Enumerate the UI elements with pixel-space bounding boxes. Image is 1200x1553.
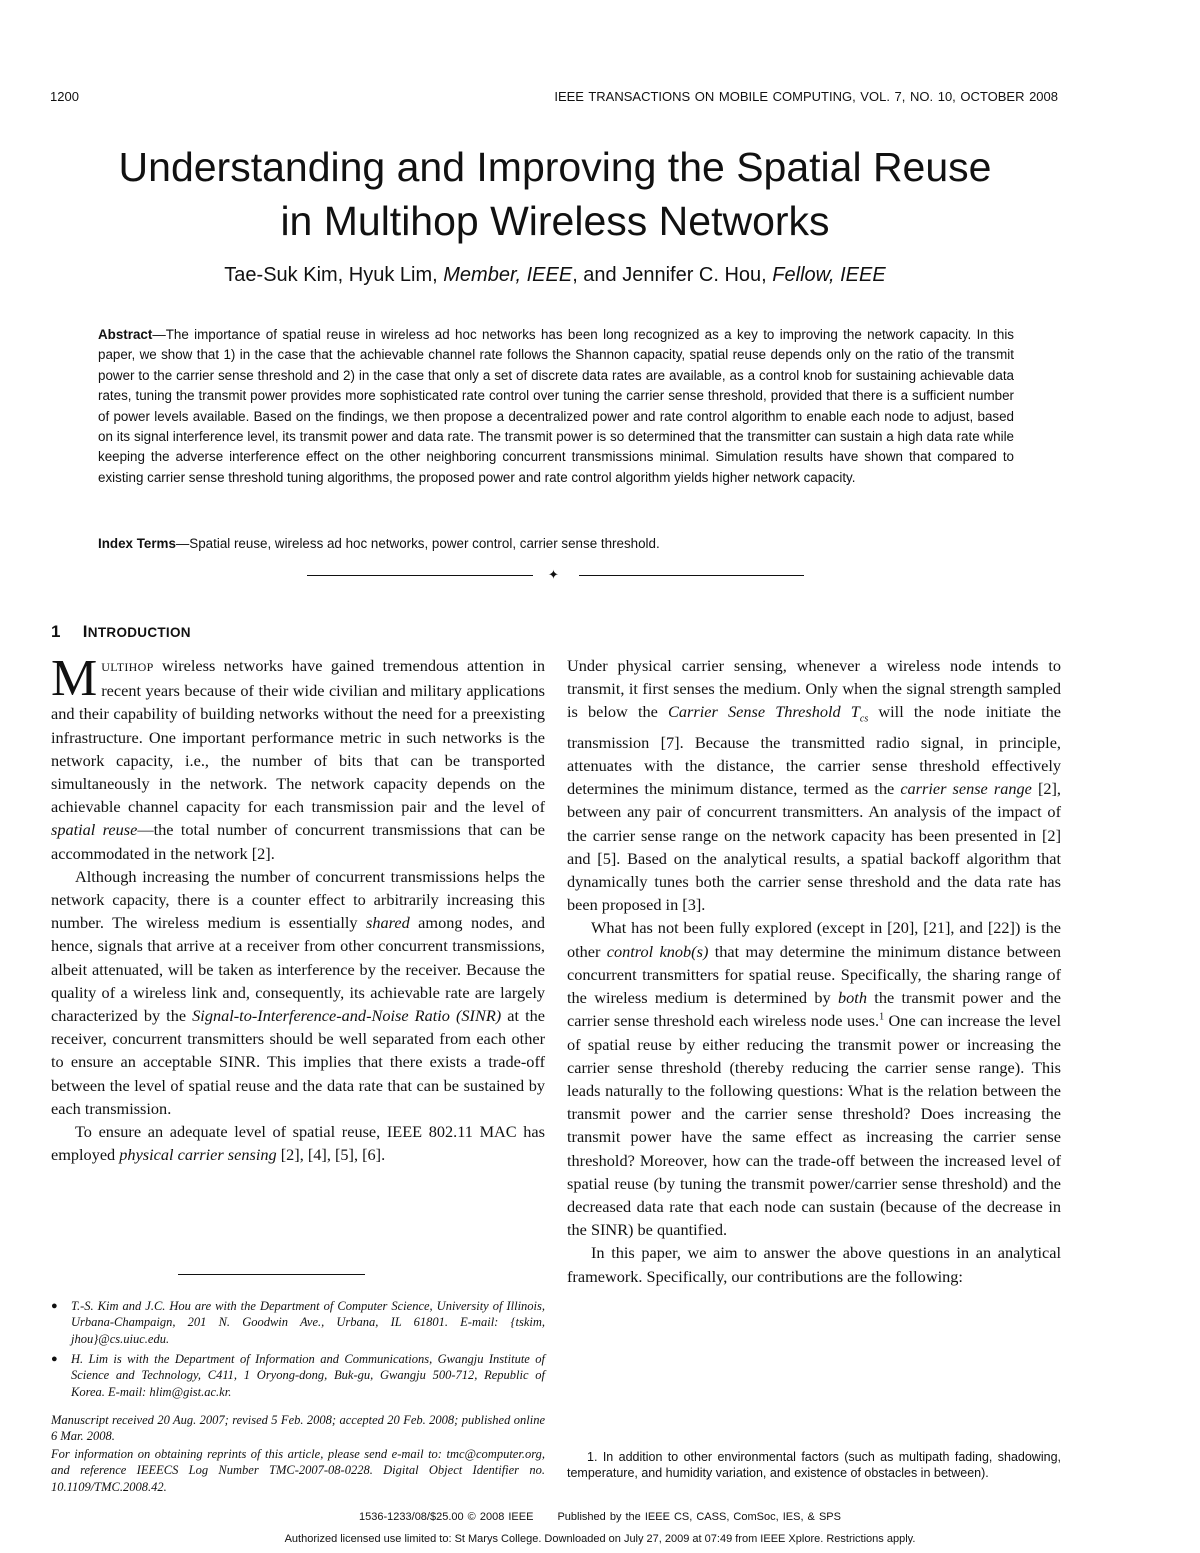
- title-line-2: in Multihop Wireless Networks: [280, 198, 830, 244]
- author-role-member: Member, IEEE: [443, 264, 573, 286]
- footnote-rule: [178, 1274, 365, 1275]
- paragraph: [567, 916, 1061, 1241]
- license-notice: Authorized licensed use limited to: St Marys College. Downloaded on July 27, 2009 at 07:49 from IEEE Xplore. Restrictions apply.: [284, 1533, 916, 1545]
- affiliation-text: H. Lim is with the Department of Information and Communications, Gwangju Institute of Science and Technology, C411, 1 Oryong-dong, Buk-gu, Gwangju 500-712, Republic of Korea. E-mail: hlim@gist.ac.kr.: [71, 1352, 545, 1399]
- text-run: [2], between any pair of concurrent transmitters. An analysis of the impact of the carrier sense range on the network capacity has been presented in [2] and [5]. Based on the analytical results, a spatial backoff algorithm that dynamically tunes both the carrier sense threshold and the data rate has been proposed in [3].: [567, 779, 1061, 915]
- left-column: [51, 650, 546, 1166]
- author-list: [0, 264, 1110, 287]
- reprints-note: For information on obtaining reprints of this article, please send e-mail to: tmc@computer.org, and reference IEEECS Log Number TMC-2007-08-0228. Digital Object Identifier no. 10.1109/TMC.2008.42.: [51, 1447, 545, 1494]
- manuscript-history: Manuscript received 20 Aug. 2007; revised 5 Feb. 2008; accepted 20 Feb. 2008; published online 6 Mar. 2008.: [51, 1413, 545, 1444]
- publisher-line: Published by the IEEE CS, CASS, ComSoc, IES, & SPS: [557, 1511, 841, 1523]
- authors-part-2: , and Jennifer C. Hou,: [572, 264, 773, 286]
- index-terms-label: Index Terms: [98, 536, 176, 551]
- emphasis: physical carrier sensing: [119, 1145, 277, 1165]
- bullet-icon: ●: [51, 1353, 58, 1365]
- emphasis: shared: [366, 913, 410, 933]
- emphasis: carrier sense range: [900, 779, 1032, 799]
- paragraph: [51, 1120, 545, 1166]
- paragraph: [51, 865, 545, 1120]
- footnote-marker[interactable]: 1: [879, 1011, 885, 1023]
- text-run: Under physical carrier sensing, whenever a wireless node intends to transmit, it first senses the medium. Only when the signal strength sampled is below the: [567, 656, 1061, 722]
- text-run: wireless networks have gained tremendous attention in recent years because of their wide civilian and military applications and their capability of building networks without the need for a preexisting infrastructure. One important performance metric in such networks is the network capacity, i.e., the number of bits that can be transported simultaneously in the network. The network capacity depends on the achievable channel capacity for each transmission pair and the level of: [51, 656, 545, 817]
- abstract-text: —The importance of spatial reuse in wireless ad hoc networks has been long recognized as a key to improving the network capacity. In this paper, we show that 1) in the case that the achievable channel rate follows the Shannon capacity, spatial reuse depends only on the ratio of the transmit power to the carrier sense threshold and 2) in the case that only a set of discrete data rates are available, as a control knob for sustaining achievable data rates, tuning the transmit power provides more sophisticated rate control over tuning the carrier sense threshold, provided that there is a sufficient number of power levels available. Based on the findings, we then propose a decentralized power and rate control algorithm to enable each node to adjust, based on its signal interference level, its transmit power and data rate. The transmit power is so determined that the transmitter can sustain a high data rate while keeping the adverse interference effect on the other neighboring concurrent transmissions minimal. Simulation results have shown that compared to existing carrier sense threshold tuning algorithms, the proposed power and rate control algorithm yields higher network capacity.: [98, 327, 1014, 485]
- text-run: among nodes, and hence, signals that arrive at a receiver from other concurrent transmissions, albeit attenuated, will be taken as interference by the receiver. Because the quality of a wireless link and, consequently, its achievable rate are largely characterized by the: [51, 913, 545, 1026]
- abstract-label: Abstract: [98, 327, 153, 342]
- author-role-fellow: Fellow, IEEE: [772, 264, 886, 286]
- separator-diamond-icon: ✦: [548, 567, 559, 582]
- emphasis: both: [838, 988, 867, 1008]
- abstract: [98, 325, 1014, 488]
- small-caps-lead: ULTIHOP: [101, 660, 154, 674]
- right-column: [567, 654, 1061, 1288]
- bullet-icon: ●: [51, 1300, 58, 1312]
- affiliation-note: [51, 1298, 545, 1347]
- text-run: will the node initiate the transmission [7]. Because the transmitted radio signal, in principle, attenuates with the distance, the carrier sense threshold effectively determines the minimum distance, termed as the: [567, 702, 1062, 799]
- footnote-1: [567, 1449, 1061, 1482]
- paper-title: [0, 140, 1110, 248]
- subscript: cs: [859, 713, 869, 725]
- index-terms: [98, 534, 1014, 554]
- page-number: 1200: [50, 89, 79, 104]
- paragraph: [51, 650, 545, 865]
- footer-ids: [0, 1511, 1200, 1523]
- issn-line: 1536-1233/08/$25.00 © 2008 IEEE: [359, 1511, 534, 1523]
- text-run: —the total number of concurrent transmissions that can be accommodated in the network [2].: [51, 820, 545, 863]
- emphasis: control knob(s): [606, 941, 709, 961]
- section-number: 1: [51, 622, 61, 641]
- text-run: the transmit power and the carrier sense threshold each wireless node uses.: [567, 988, 1061, 1031]
- text-run: that may determine the minimum distance between concurrent transmitters for spatial reuse. Specifically, the sharing range of the wireless medium is determined by: [567, 941, 1061, 1008]
- affiliation-text: T.-S. Kim and J.C. Hou are with the Department of Computer Science, University of Illinois, Urbana-Champaign, 201 N. Goodwin Ave., Urbana, IL 61801. E-mail: {tskim, jhou}@cs.uiuc.edu.: [71, 1299, 545, 1346]
- section-heading: [51, 622, 191, 642]
- text-run: at the receiver, concurrent transmitters should be well separated from each other to ensure an acceptable SINR. This implies that there exists a trade-off between the level of spatial reuse and the data rate that can be sustained by each transmission.: [51, 1006, 546, 1118]
- paragraph: [567, 654, 1061, 916]
- separator-rule-right: [579, 575, 804, 576]
- emphasis: spatial reuse: [51, 820, 138, 840]
- running-head: IEEE TRANSACTIONS ON MOBILE COMPUTING, VOL. 7, NO. 10, OCTOBER 2008: [554, 89, 1058, 104]
- text-run: To ensure an adequate level of spatial reuse, IEEE 802.11 MAC has employed: [51, 1122, 545, 1165]
- authors-part-1: Tae-Suk Kim, Hyuk Lim,: [224, 264, 444, 286]
- affiliation-note: [51, 1351, 545, 1400]
- title-line-1: Understanding and Improving the Spatial Reuse: [118, 144, 992, 190]
- paragraph: In this paper, we aim to answer the above questions in an analytical framework. Specifically, our contributions are the following:: [567, 1243, 1061, 1286]
- section-title-rest: NTRODUCTION: [87, 625, 191, 640]
- footnote-text: In addition to other environmental factors (such as multipath fading, shadowing, temperature, and humidity variation, and existence of obstacles in between).: [567, 1450, 1061, 1481]
- emphasis: Carrier Sense Threshold T: [668, 702, 860, 722]
- text-run: Although increasing the number of concurrent transmissions helps the network capacity, there is a counter effect to arbitrarily increasing this number. The wireless medium is essentially: [51, 866, 545, 933]
- section-title-initial: I: [82, 622, 88, 641]
- text-run: [2], [4], [5], [6].: [276, 1145, 386, 1165]
- separator-rule-left: [307, 575, 533, 576]
- text-run: What has not been fully explored (except in [20], [21], and [22]) is the other: [567, 918, 1061, 961]
- drop-cap: M: [51, 650, 98, 707]
- emphasis: Signal-to-Interference-and-Noise Ratio (SINR): [192, 1006, 502, 1026]
- index-terms-text: —Spatial reuse, wireless ad hoc networks, power control, carrier sense threshold.: [175, 536, 660, 551]
- footnote-number: 1.: [587, 1450, 598, 1464]
- text-run: One can increase the level of spatial reuse by either reducing the transmit power or increasing the carrier sense threshold (thereby reducing the carrier sense range). This leads naturally to the following questions: What is the relation between the transmit power and the carrier sense threshold? Does increasing the transmit power have the same effect as increasing the carrier sense threshold? Moreover, how can the trade-off between the increased level of spatial reuse (by tuning the transmit power/carrier sense threshold) and the decreased data rate that each node can sustain (because of the decrease in the SINR) be quantified.: [567, 1011, 1061, 1240]
